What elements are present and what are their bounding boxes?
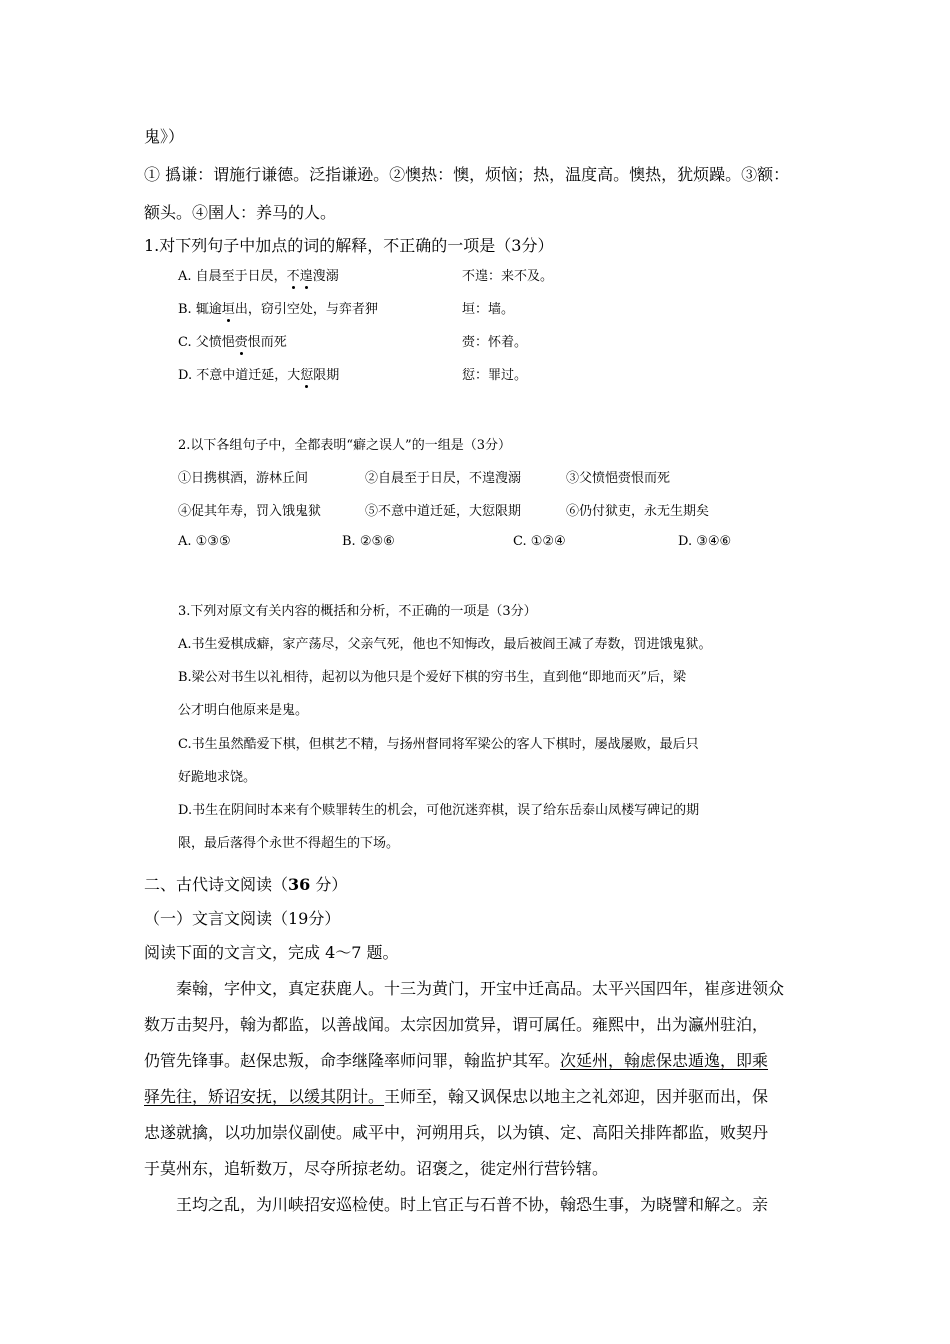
q1-stem: 1.对下列句子中加点的词的解释，不正确的一项是（3分） (144, 236, 554, 255)
q2-choice-c: C. ①②④ (513, 534, 566, 549)
q2-choice-a: A. ①③⑤ (178, 534, 231, 549)
q2-item-3: ③父愤悒赍恨而死 (566, 471, 671, 486)
underlined-sentence-end: 驿先往，矫诏安抚，以缓其阴计。 (144, 1087, 385, 1106)
q3-line-3: 公才明白他原来是鬼。 (178, 703, 309, 718)
q3-stem: 3.下列对原文有关内容的概括和分析，不正确的一项是（3分） (178, 604, 537, 619)
q1-option-c-gloss: 赍：怀着。 (462, 335, 528, 350)
section-instruction: 阅读下面的文言文，完成 4～7 题。 (144, 943, 399, 962)
q1-option-b-gloss: 垣：墙。 (462, 302, 515, 317)
q2-choice-d: D. ③④⑥ (678, 534, 732, 549)
q2-choice-b: B. ②⑤⑥ (342, 534, 395, 549)
q1-option-c: C. 父愤悒赍恨而死 (178, 335, 287, 350)
passage-line-7: 王均之乱，为川峡招安巡检使。时上官正与石普不协，翰恐生事，为晓譬和解之。亲 (176, 1195, 769, 1214)
q2-item-1: ①日携棋酒，游林丘间 (178, 471, 309, 486)
q2-item-2: ②自晨至于日昃，不遑溲溺 (365, 471, 522, 486)
q3-line-1: A.书生爱棋成癖，家产荡尽，父亲气死，他也不知悔改，最后被阎王减了寿数，罚进饿鬼狱。 (178, 637, 712, 652)
passage-line-2: 数万击契丹，翰为都监，以善战闻。太宗因加赏异，谓可属任。雍熙中，出为瀛州驻泊， (144, 1015, 769, 1034)
q1-option-d-gloss: 愆：罪过。 (462, 368, 528, 383)
passage-line-6: 于莫州东，追斩数万，尽夺所掠老幼。诏褒之，徙定州行营钤辖。 (144, 1159, 609, 1178)
q2-stem: 2.以下各组句子中，全都表明“癖之误人”的一组是（3分） (178, 438, 511, 453)
notes-tail: 鬼》） (144, 127, 185, 146)
q1-option-d: D. 不意中道迁延，大愆限期 (178, 368, 340, 383)
notes-line-2: 额头。④圉人：养马的人。 (144, 203, 337, 222)
q1-option-a: A. 自晨至于日昃，不遑溲溺 (178, 269, 339, 284)
section-subtitle: （一）文言文阅读（19分） (144, 909, 341, 928)
q3-line-4: C.书生虽然酷爱下棋，但棋艺不精，与扬州督同将军梁公的客人下棋时，屡战屡败，最后只 (178, 737, 699, 752)
passage-line-1: 秦翰，字仲文，真定获鹿人。十三为黄门，开宝中迁高品。太平兴国四年，崔彦进领众 (176, 979, 785, 998)
q3-line-5: 好跪地求饶。 (178, 770, 257, 785)
underlined-sentence-start: 次延州，翰虑保忠遁逸，即乘 (560, 1051, 769, 1070)
q3-line-6: D.书生在阴间时本来有个赎罪转生的机会，可他沉迷弈棋，误了给东岳泰山凤楼写碑记的期 (178, 803, 700, 818)
q1-option-b: B. 辄逾垣出，窃引空处，与弈者狎 (178, 302, 378, 317)
q2-item-4: ④促其年寿，罚入饿鬼狱 (178, 504, 322, 519)
q3-line-7: 限，最后落得个永世不得超生的下场。 (178, 836, 400, 851)
passage-line-5: 忠遂就擒，以功加崇仪副使。咸平中，河朔用兵，以为镇、定、高阳关排阵都监，败契丹 (144, 1123, 769, 1142)
q3-line-2: B.梁公对书生以礼相待，起初以为他只是个爱好下棋的穷书生，直到他“即地而灭”后，梁 (178, 670, 686, 685)
q1-option-a-gloss: 不遑：来不及。 (462, 269, 554, 284)
q2-item-5: ⑤不意中道迁延，大愆限期 (365, 504, 522, 519)
notes-line-1: ① 撝谦：谓施行谦德。泛指谦逊。②懊热：懊，烦恼；热，温度高。懊热，犹烦躁。③额： (144, 165, 790, 184)
section-title: 二、古代诗文阅读（36 分） (144, 875, 348, 894)
q2-item-6: ⑥仍付狱吏，永无生期矣 (566, 504, 710, 519)
passage-line-3: 仍管先锋事。赵保忠叛，命李继隆率师问罪，翰监护其军。次延州，翰虑保忠遁逸，即乘 (144, 1051, 769, 1070)
passage-line-4: 驿先往，矫诏安抚，以缓其阴计。王师至，翰又讽保忠以地主之礼郊迎，因并驱而出，保 (144, 1087, 769, 1106)
